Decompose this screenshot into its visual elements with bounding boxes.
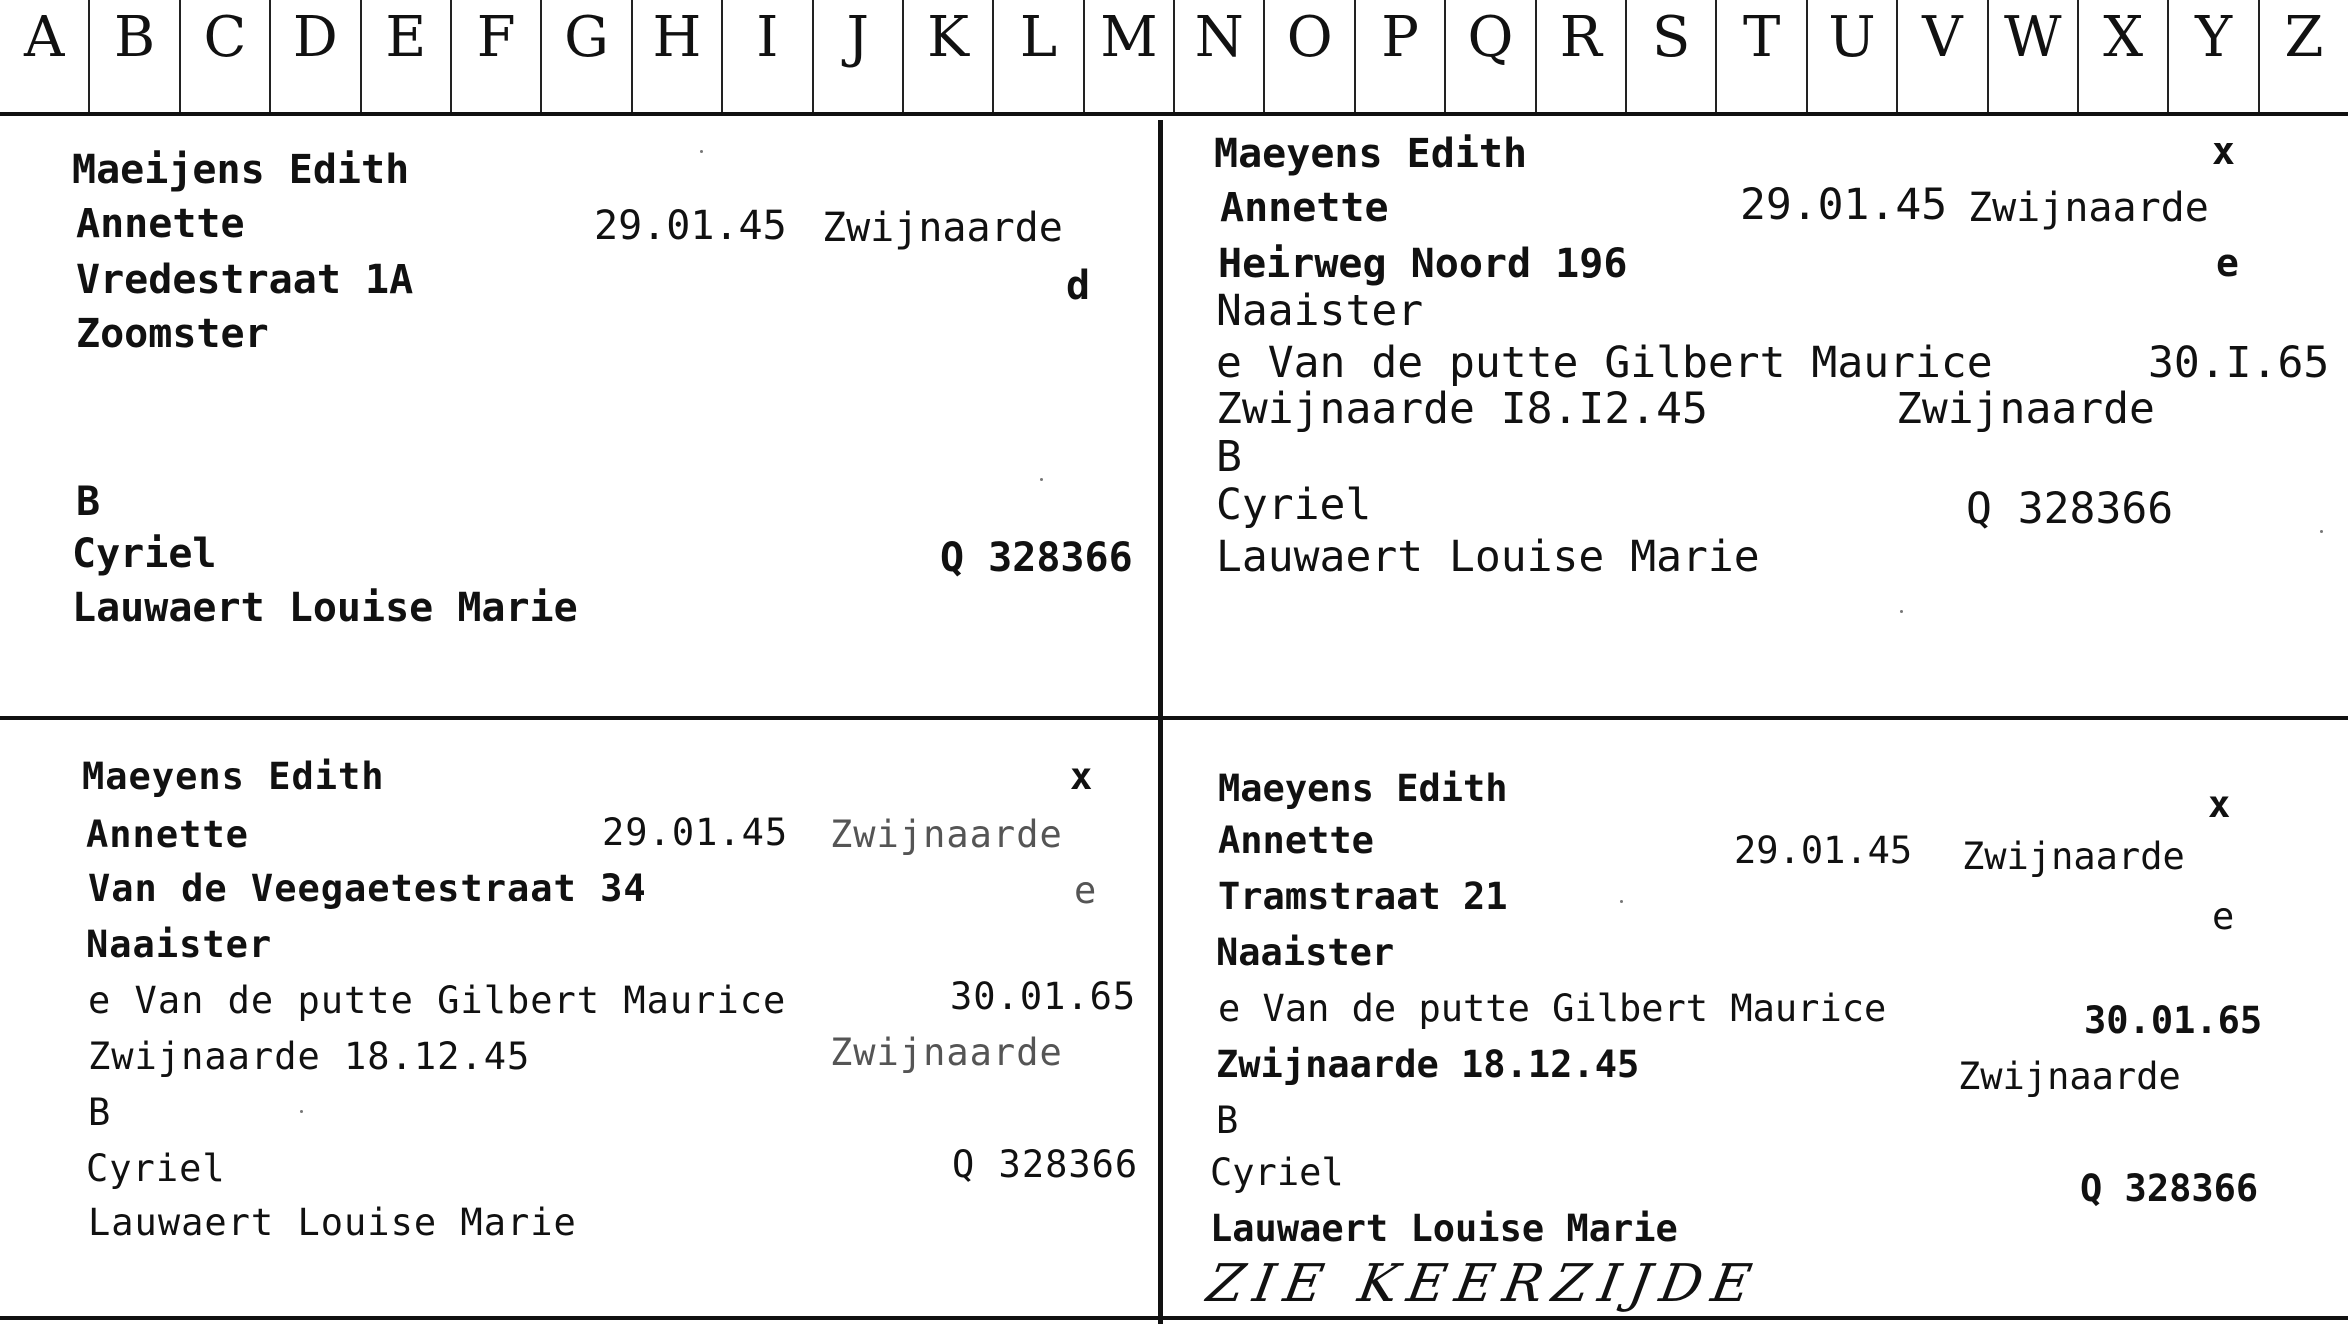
card-spouse-birth: Zwijnaarde 18.12.45 <box>1216 1043 1640 1086</box>
card-spouse-date: 30.01.65 <box>2084 999 2263 1042</box>
scan-speck <box>700 150 703 153</box>
card-spouse: e Van de putte Gilbert Maurice <box>88 979 787 1022</box>
card-marker: e <box>1074 869 1098 912</box>
card-spouse-birth: Zwijnaarde 18.12.45 <box>88 1035 531 1078</box>
alpha-tab-label: Z <box>2284 5 2324 70</box>
card-address: Vredestraat 1A <box>76 257 414 303</box>
card-firstname: Annette <box>76 201 245 247</box>
record-card-top-left <box>0 120 1160 718</box>
alpha-tab-label: E <box>385 5 427 70</box>
alpha-tab-p <box>1356 0 1446 112</box>
card-spouse-date: 30.01.65 <box>950 975 1137 1018</box>
card-mark-x: x <box>2212 129 2235 173</box>
card-mother: Lauwaert Louise Marie <box>88 1201 577 1244</box>
card-address: Tramstraat 21 <box>1218 875 1508 918</box>
card-birth-place: Zwijnaarde <box>1968 185 2209 231</box>
alpha-tab-label: W <box>2004 5 2062 70</box>
alpha-tab-j <box>814 0 904 112</box>
alpha-tab-label: G <box>564 5 609 70</box>
card-name: Maeijens Edith <box>72 147 410 193</box>
alpha-tab-label: Q <box>1467 5 1514 70</box>
record-card-top-right <box>1168 120 2348 718</box>
alpha-tab-label: R <box>1559 5 1602 70</box>
card-mark-x: x <box>2208 783 2231 826</box>
card-marker: e <box>2212 895 2235 938</box>
card-marker: d <box>1066 263 1091 309</box>
card-name: Maeyens Edith <box>1218 767 1508 810</box>
alpha-tab-n <box>1175 0 1265 112</box>
alpha-tab-label: M <box>1100 5 1158 70</box>
card-mother: Lauwaert Louise Marie <box>1216 532 1760 582</box>
card-mother: Lauwaert Louise Marie <box>1210 1207 1678 1250</box>
card-firstname: Annette <box>1220 185 1389 231</box>
record-card-bottom-left <box>0 722 1160 1320</box>
alpha-tab-m <box>1085 0 1175 112</box>
card-reference: Q 328366 <box>952 1143 1139 1186</box>
card-father: Cyriel <box>72 531 217 577</box>
card-address: Van de Veegaetestraat 34 <box>88 867 647 910</box>
card-occupation: Naaister <box>1216 286 1424 336</box>
alpha-tab-w <box>1989 0 2079 112</box>
card-firstname: Annette <box>86 813 249 856</box>
alpha-tab-label: J <box>846 5 869 70</box>
card-name: Maeyens Edith <box>82 755 385 798</box>
alpha-tab-o <box>1265 0 1355 112</box>
alpha-tab-label: C <box>203 5 247 70</box>
card-father: Cyriel <box>1216 480 1372 530</box>
alpha-tab-y <box>2169 0 2259 112</box>
card-birth-place: Zwijnaarde <box>822 205 1063 251</box>
alpha-tab-z <box>2260 0 2348 112</box>
card-reference: Q 328366 <box>1966 484 2174 534</box>
scan-speck <box>1900 610 1903 613</box>
card-spouse-birth: Zwijnaarde I8.I2.45 <box>1216 384 1708 434</box>
alpha-tab-q <box>1446 0 1536 112</box>
alpha-tab-a <box>0 0 90 112</box>
card-birth-date: 29.01.45 <box>602 811 789 854</box>
scan-speck <box>1040 478 1043 481</box>
card-occupation: Naaister <box>86 923 273 966</box>
alpha-tab-label: T <box>1742 5 1781 70</box>
card-reference: Q 328366 <box>940 535 1133 581</box>
alpha-tab-label: A <box>23 5 65 70</box>
alpha-tab-k <box>904 0 994 112</box>
card-spouse-date: 30.I.65 <box>2148 338 2330 388</box>
card-letter: B <box>76 479 101 525</box>
alpha-tab-label: V <box>1922 5 1963 70</box>
card-birth-place: Zwijnaarde <box>830 813 1063 856</box>
card-letter: B <box>88 1091 112 1134</box>
alpha-tab-label: P <box>1381 5 1419 70</box>
alpha-tab-f <box>452 0 542 112</box>
alpha-tab-label: L <box>1019 5 1058 70</box>
alphabet-index-strip <box>0 0 2348 116</box>
card-letter: B <box>1216 1099 1239 1142</box>
alpha-tab-s <box>1627 0 1717 112</box>
alpha-tab-label: U <box>1828 5 1876 70</box>
alpha-tab-label: B <box>114 5 156 70</box>
card-birth-date: 29.01.45 <box>1734 829 1913 872</box>
alpha-tab-i <box>723 0 813 112</box>
alpha-tab-label: O <box>1286 5 1333 70</box>
card-occupation: Zoomster <box>76 311 269 357</box>
card-birth-place: Zwijnaarde <box>1962 835 2185 878</box>
card-mark-x: x <box>1070 755 1094 798</box>
alpha-tab-b <box>90 0 180 112</box>
card-spouse-place: Zwijnaarde <box>1896 384 2155 434</box>
alpha-tab-h <box>633 0 723 112</box>
alpha-tab-t <box>1717 0 1807 112</box>
alpha-tab-label: I <box>756 5 779 70</box>
card-occupation: Naaister <box>1216 931 1395 974</box>
card-father: Cyriel <box>1210 1151 1344 1194</box>
alpha-tab-r <box>1537 0 1627 112</box>
card-father: Cyriel <box>86 1147 226 1190</box>
alpha-tab-v <box>1898 0 1988 112</box>
alpha-tab-label: D <box>292 5 338 70</box>
alpha-tab-label: K <box>927 5 970 70</box>
alpha-tab-label: N <box>1194 5 1244 70</box>
alpha-tab-l <box>994 0 1084 112</box>
card-spouse: e Van de putte Gilbert Maurice <box>1218 987 1887 1030</box>
card-birth-date: 29.01.45 <box>1740 180 1948 230</box>
card-letter: B <box>1216 432 1242 482</box>
alpha-tab-x <box>2079 0 2169 112</box>
alpha-tab-label: Y <box>2195 5 2233 70</box>
alpha-tab-g <box>542 0 632 112</box>
alpha-tab-label: H <box>652 5 702 70</box>
card-reference: Q 328366 <box>2080 1167 2259 1210</box>
alpha-tab-e <box>362 0 452 112</box>
record-card-bottom-right <box>1168 722 2348 1320</box>
card-spouse: e Van de putte Gilbert Maurice <box>1216 338 1993 388</box>
alpha-tab-u <box>1808 0 1898 112</box>
alpha-tab-d <box>271 0 361 112</box>
card-name: Maeyens Edith <box>1214 131 1528 177</box>
card-address: Heirweg Noord 196 <box>1218 241 1628 287</box>
alpha-tab-c <box>181 0 271 112</box>
card-firstname: Annette <box>1218 819 1374 862</box>
alpha-tab-label: X <box>2103 5 2144 70</box>
alpha-tab-label: F <box>476 5 516 70</box>
scan-speck <box>2320 530 2323 533</box>
card-marker: e <box>2216 241 2239 285</box>
card-mother: Lauwaert Louise Marie <box>72 585 578 631</box>
card-birth-date: 29.01.45 <box>594 203 787 249</box>
card-spouse-place: Zwijnaarde <box>1958 1055 2181 1098</box>
scan-speck <box>300 1110 303 1113</box>
card-spouse-place: Zwijnaarde <box>830 1031 1063 1074</box>
scan-speck <box>1620 900 1623 903</box>
handwritten-note: ZIE KEERZIJDE <box>1202 1254 1766 1314</box>
alpha-tab-label: S <box>1652 5 1691 70</box>
